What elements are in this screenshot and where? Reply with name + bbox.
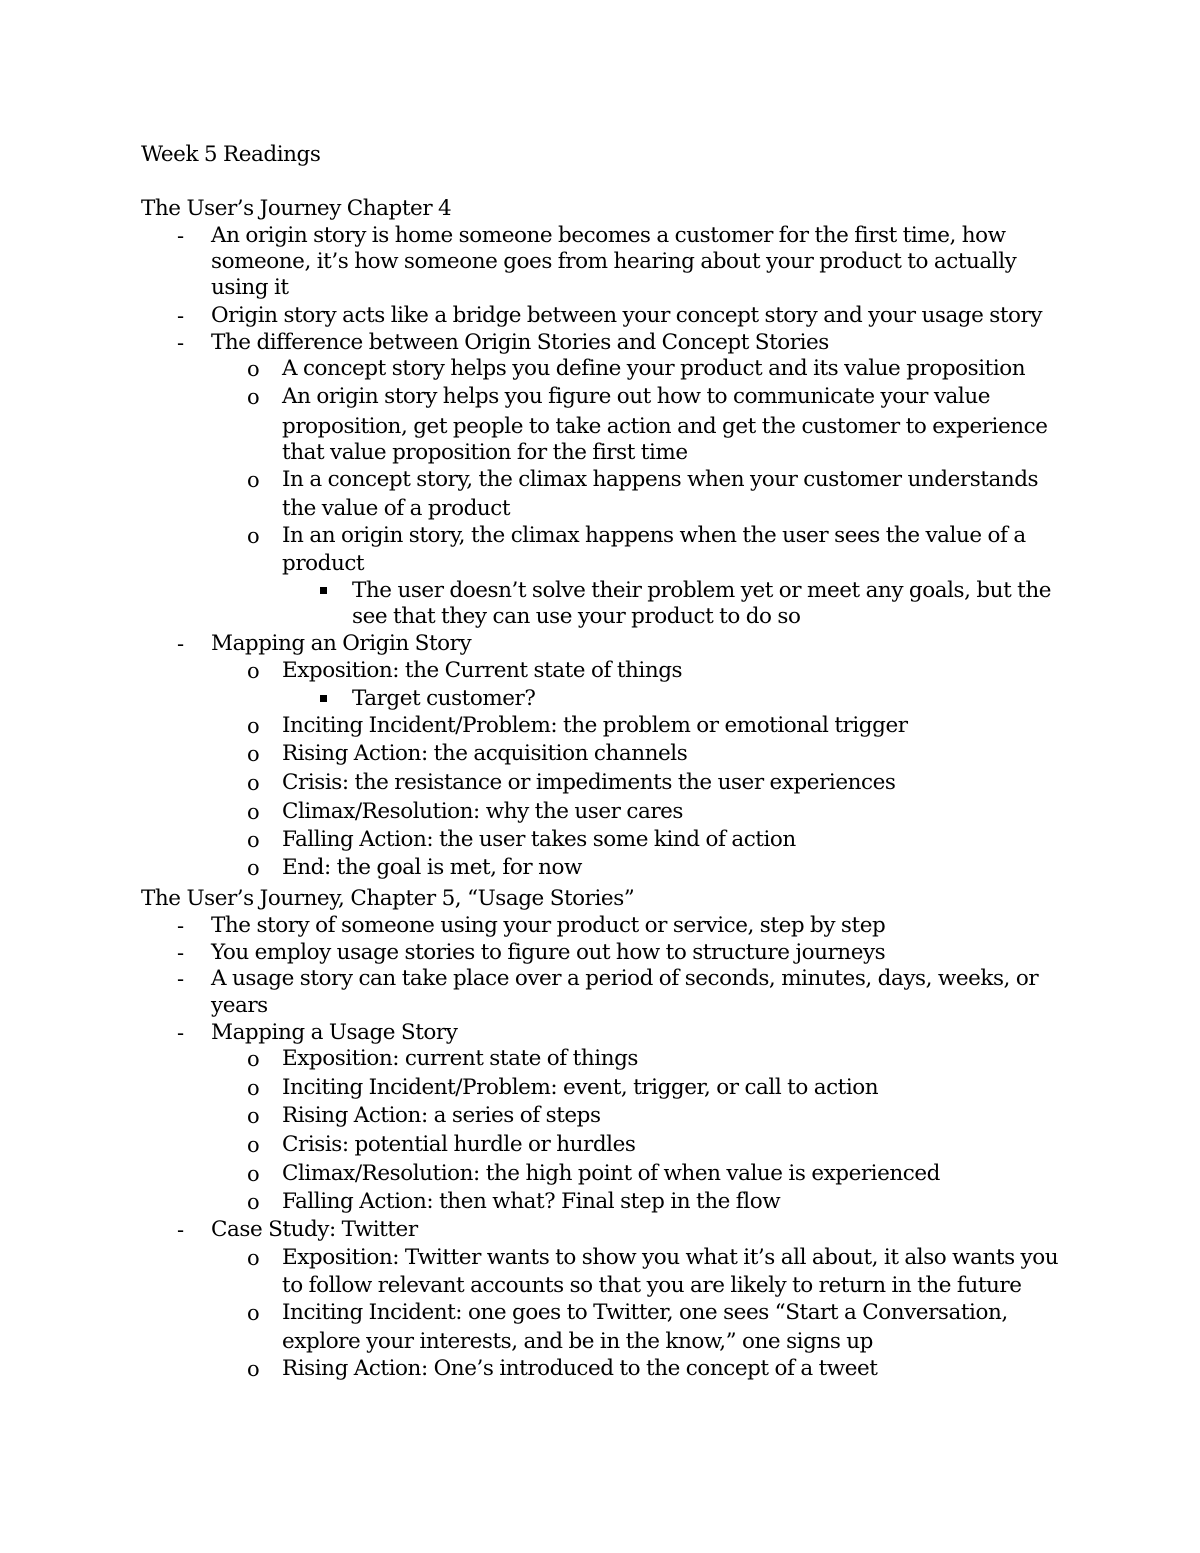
dash-bullet: - xyxy=(177,1021,185,1045)
document-title: Week 5 Readings xyxy=(141,142,321,167)
list-item-line: Climax/Resolution: the high point of when value is experienced xyxy=(282,1161,940,1186)
list-item-line: see that they can use your product to do so xyxy=(352,604,801,629)
circle-bullet: o xyxy=(247,1104,260,1128)
circle-bullet: o xyxy=(247,524,260,548)
circle-bullet: o xyxy=(247,1162,260,1186)
circle-bullet: o xyxy=(247,1133,260,1157)
list-item-line: that value proposition for the first time xyxy=(282,440,688,465)
list-item-line: Target customer? xyxy=(352,686,536,711)
list-item-line: Exposition: current state of things xyxy=(282,1046,638,1071)
list-item-line: End: the goal is met, for now xyxy=(282,855,582,880)
list-item-line: A concept story helps you define your product and its value proposition xyxy=(282,356,1026,381)
list-item-line: Exposition: Twitter wants to show you what it’s all about, it also wants you xyxy=(282,1245,1059,1270)
list-item-line: explore your interests, and be in the know,” one signs up xyxy=(282,1329,873,1354)
dash-bullet: - xyxy=(177,224,185,248)
circle-bullet: o xyxy=(247,800,260,824)
list-item-line: Case Study: Twitter xyxy=(211,1217,418,1242)
circle-bullet: o xyxy=(247,714,260,738)
list-item-line: using it xyxy=(211,275,289,300)
circle-bullet: o xyxy=(247,1357,260,1381)
list-item-line: product xyxy=(282,551,365,576)
circle-bullet: o xyxy=(247,357,260,381)
circle-bullet: o xyxy=(247,385,260,409)
circle-bullet: o xyxy=(247,659,260,683)
list-item-line: An origin story helps you figure out how to communicate your value xyxy=(282,384,990,409)
dash-bullet: - xyxy=(177,632,185,656)
circle-bullet: o xyxy=(247,1076,260,1100)
list-item-line: The story of someone using your product or service, step by step xyxy=(211,913,886,938)
circle-bullet: o xyxy=(247,771,260,795)
circle-bullet: o xyxy=(247,828,260,852)
dash-bullet: - xyxy=(177,941,185,965)
list-item-line: Mapping a Usage Story xyxy=(211,1020,458,1045)
list-item-line: In an origin story, the climax happens when the user sees the value of a xyxy=(282,523,1026,548)
list-item-line: years xyxy=(211,993,268,1018)
list-item-line: In a concept story, the climax happens when your customer understands xyxy=(282,467,1039,492)
list-item-line: Exposition: the Current state of things xyxy=(282,658,683,683)
list-item-line: You employ usage stories to figure out how to structure journeys xyxy=(211,940,886,965)
list-item-line: An origin story is home someone becomes a customer for the first time, how xyxy=(211,223,1006,248)
circle-bullet: o xyxy=(247,1047,260,1071)
circle-bullet: o xyxy=(247,1301,260,1325)
list-item-line: Crisis: potential hurdle or hurdles xyxy=(282,1132,636,1157)
list-item-line: Rising Action: the acquisition channels xyxy=(282,741,688,766)
list-item-line: Falling Action: the user takes some kind of action xyxy=(282,827,796,852)
dash-bullet: - xyxy=(177,331,185,355)
circle-bullet: o xyxy=(247,468,260,492)
list-item-line: Rising Action: a series of steps xyxy=(282,1103,601,1128)
list-item-line: Crisis: the resistance or impediments the user experiences xyxy=(282,770,896,795)
circle-bullet: o xyxy=(247,1246,260,1270)
list-item-line: Inciting Incident: one goes to Twitter, one sees “Start a Conversation, xyxy=(282,1300,1008,1325)
section-heading: The User’s Journey Chapter 4 xyxy=(141,196,452,221)
dash-bullet: - xyxy=(177,967,185,991)
list-item-line: Falling Action: then what? Final step in the flow xyxy=(282,1189,781,1214)
circle-bullet: o xyxy=(247,856,260,880)
list-item-line: proposition, get people to take action and get the customer to experience xyxy=(282,414,1048,439)
list-item-line: someone, it’s how someone goes from hearing about your product to actually xyxy=(211,249,1017,274)
list-item-line: to follow relevant accounts so that you are likely to return in the future xyxy=(282,1273,1022,1298)
list-item-line: A usage story can take place over a period of seconds, minutes, days, weeks, or xyxy=(211,966,1039,991)
list-item-line: Mapping an Origin Story xyxy=(211,631,472,656)
square-bullet xyxy=(320,587,327,594)
list-item-line: The difference between Origin Stories and Concept Stories xyxy=(211,330,829,355)
list-item-line: the value of a product xyxy=(282,496,511,521)
list-item-line: Climax/Resolution: why the user cares xyxy=(282,799,684,824)
dash-bullet: - xyxy=(177,914,185,938)
circle-bullet: o xyxy=(247,1190,260,1214)
dash-bullet: - xyxy=(177,1218,185,1242)
list-item-line: Inciting Incident/Problem: event, trigger, or call to action xyxy=(282,1075,879,1100)
list-item-line: Inciting Incident/Problem: the problem or emotional trigger xyxy=(282,713,908,738)
dash-bullet: - xyxy=(177,304,185,328)
section-heading: The User’s Journey, Chapter 5, “Usage Stories” xyxy=(141,886,635,911)
list-item-line: Rising Action: One’s introduced to the concept of a tweet xyxy=(282,1356,878,1381)
list-item-line: Origin story acts like a bridge between your concept story and your usage story xyxy=(211,303,1043,328)
circle-bullet: o xyxy=(247,742,260,766)
list-item-line: The user doesn’t solve their problem yet or meet any goals, but the xyxy=(352,578,1052,603)
square-bullet xyxy=(320,695,327,702)
